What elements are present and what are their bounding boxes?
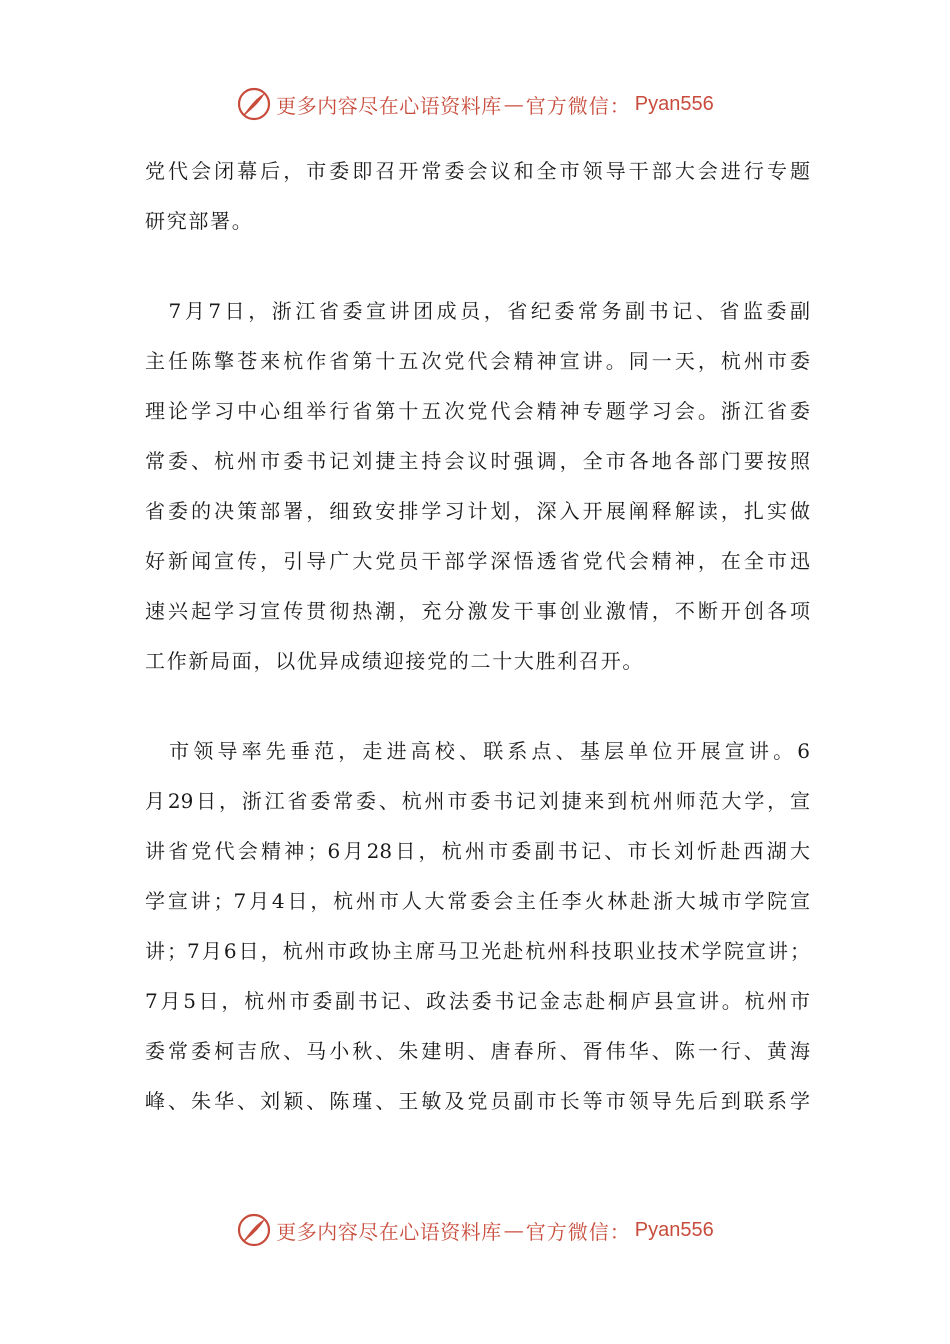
text-line: 速兴起学习宣传贯彻热潮，充分激发干事创业激情，不断开创各项 (145, 599, 810, 623)
header-watermark (0, 84, 950, 124)
text-line: 月29日，浙江省委常委、杭州市委书记刘捷来到杭州师范大学，宣 (145, 789, 810, 813)
text-line: 7月5日，杭州市委副书记、政法委书记金志赴桐庐县宣讲。杭州市 (145, 989, 810, 1013)
text-line: 市领导率先垂范，走进高校、联系点、基层单位开展宣讲。6 (145, 739, 810, 763)
footer-wechat-id: Pyan556 (634, 1218, 714, 1241)
text-line: 峰、朱华、刘颖、陈瑾、王敏及党员副市长等市领导先后到联系学 (145, 1089, 810, 1113)
document-body (145, 146, 810, 1126)
text-line: 工作新局面，以优异成绩迎接党的二十大胜利召开。 (145, 649, 645, 673)
text-line: 好新闻宣传，引导广大党员干部学深悟透省党代会精神，在全市迅 (145, 549, 810, 573)
text-line: 研究部署。 (145, 209, 254, 233)
footer-wechat-label: 官方微信： (525, 1219, 631, 1244)
text-line: 主任陈擎苍来杭作省第十五次党代会精神宣讲。同一天，杭州市委 (145, 349, 810, 373)
text-line: 常委、杭州市委书记刘捷主持会议时强调，全市各地各部门要按照 (145, 449, 810, 473)
text-line: 理论学习中心组举行省第十五次党代会精神专题学习会。浙江省委 (145, 399, 810, 423)
text-line: 学宣讲；7月4日，杭州市人大常委会主任李火林赴浙大城市学院宣 (145, 889, 810, 913)
text-line: 讲；7月6日，杭州市政协主席马卫光赴杭州科技职业技术学院宣讲； (145, 939, 810, 963)
header-wechat-label: 官方微信： (525, 93, 631, 118)
header-wechat-id: Pyan556 (634, 92, 714, 115)
paragraph-3 (145, 726, 810, 1126)
text-line: 委常委柯吉欣、马小秋、朱建明、唐春所、胥伟华、陈一行、黄海 (145, 1039, 810, 1063)
paragraph-2 (145, 286, 810, 686)
paragraph-1 (145, 146, 810, 246)
header-brand: 更多内容尽在心语资料库 (276, 93, 502, 118)
footer-dash: — (503, 1218, 524, 1242)
header-dash: — (503, 92, 524, 116)
text-line: 7月7日，浙江省委宣讲团成员，省纪委常务副书记、省监委副 (145, 299, 810, 323)
text-line: 讲省党代会精神；6月28日，杭州市委副书记、市长刘忻赴西湖大 (145, 839, 810, 863)
footer-watermark (0, 1210, 950, 1250)
quill-logo-icon (236, 1212, 272, 1248)
footer-brand: 更多内容尽在心语资料库 (276, 1219, 502, 1244)
text-line: 省委的决策部署，细致安排学习计划，深入开展阐释解读，扎实做 (145, 499, 810, 523)
quill-logo-icon (236, 86, 272, 122)
text-line: 党代会闭幕后，市委即召开常委会议和全市领导干部大会进行专题 (145, 159, 810, 183)
